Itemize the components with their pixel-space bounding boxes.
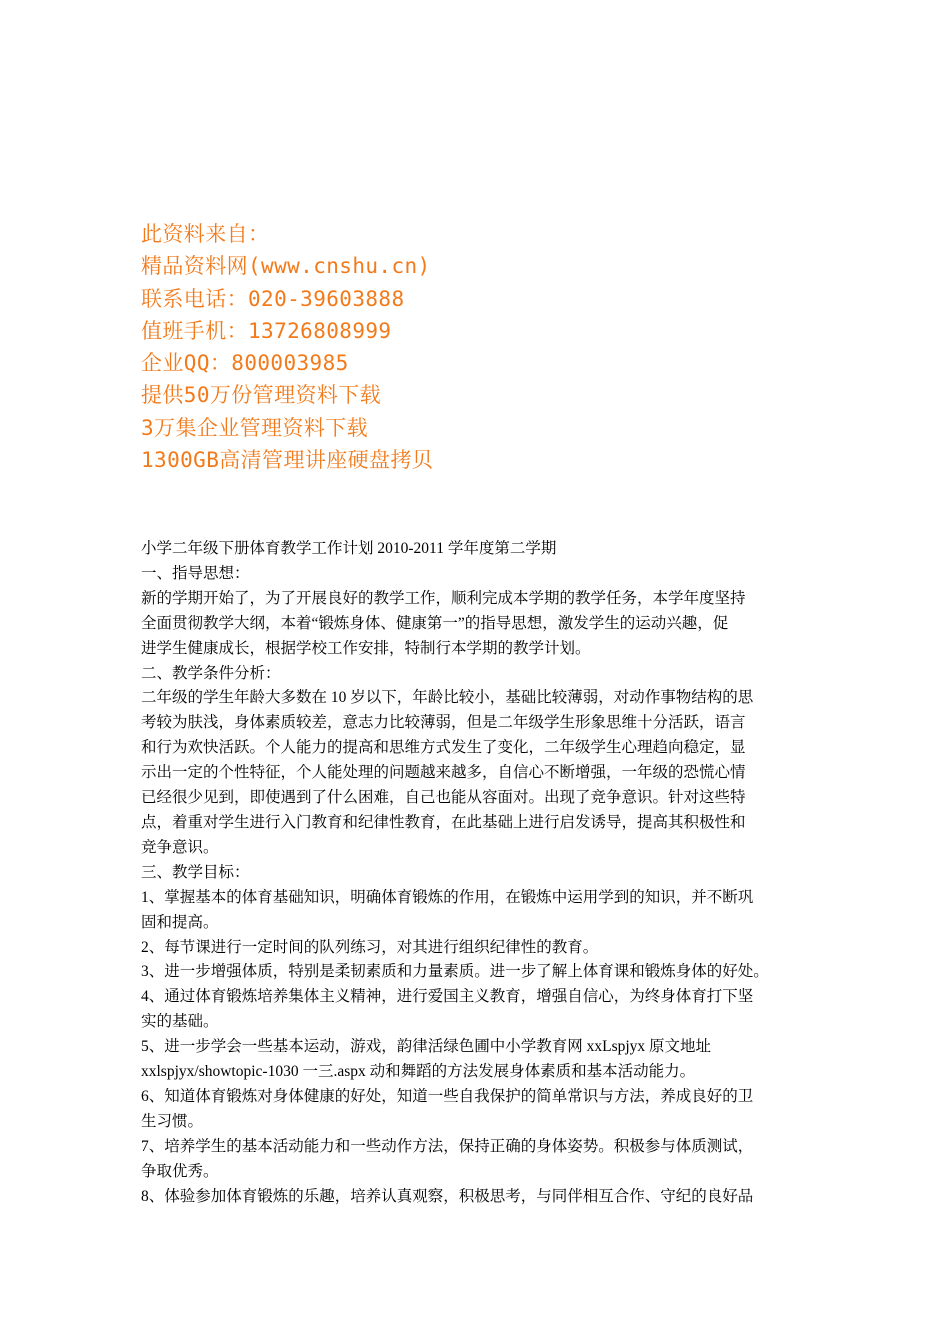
document-body — [141, 537, 813, 1209]
ad-qq-line: 企业QQ：800003985 — [141, 351, 349, 376]
paragraph-line: 全面贯彻教学大纲，本着“锻炼身体、健康第一”的指导思想，激发学生的运动兴趣，促 — [141, 614, 729, 632]
paragraph-line: 已经很少见到，即使遇到了什么困难，自己也能从容面对。出现了竞争意识。针对这些特 — [141, 789, 746, 807]
document-title: 小学二年级下册体育教学工作计划 2010-2011 学年度第二学期 — [141, 540, 557, 557]
ad-website-line: 精品资料网(www.cnshu.cn) — [141, 254, 431, 279]
ad-phone-line: 联系电话：020-39603888 — [141, 286, 405, 311]
goal-item-line: 7、培养学生的基本活动能力和一些动作方法，保持正确的身体姿势。积极参与体质测试， — [141, 1137, 754, 1155]
ad-offer-line: 提供50万份管理资料下载 — [141, 383, 382, 408]
paragraph-line: 新的学期开始了，为了开展良好的教学工作，顺利完成本学期的教学任务，本学年度坚持 — [141, 589, 746, 607]
ad-source-heading: 此资料来自： — [141, 222, 270, 246]
paragraph-line: 和行为欢快活跃。个人能力的提高和思维方式发生了变化，二年级学生心理趋向稳定，显 — [141, 739, 746, 757]
paragraph-line: 示出一定的个性特征，个人能处理的问题越来越多，自信心不断增强，一年级的恐慌心情 — [141, 764, 746, 782]
goal-item-line: 6、知道体育锻炼对身体健康的好处，知道一些自我保护的简单常识与方法，养成良好的卫 — [141, 1087, 754, 1105]
source-advertisement — [141, 218, 841, 476]
paragraph-line: 点，着重对学生进行入门教育和纪律性教育，在此基础上进行启发诱导，提高其积极性和 — [141, 813, 746, 831]
goal-item-line: 争取优秀。 — [141, 1162, 219, 1180]
paragraph-line: 竞争意识。 — [141, 838, 219, 856]
goal-item-line: 生习惯。 — [141, 1112, 204, 1130]
ad-mobile-line: 值班手机：13726808999 — [141, 318, 392, 343]
goal-item-line: xxlspjyx/showtopic-1030 一三.aspx 动和舞蹈的方法发展身体素质和基本活动能力。 — [141, 1063, 696, 1081]
paragraph-line: 二年级的学生年龄大多数在 10 岁以下，年龄比较小，基础比较薄弱，对动作事物结构的思 — [141, 689, 754, 707]
goal-item-line: 2、每节课进行一定时间的队列练习，对其进行组织纪律性的教育。 — [141, 938, 599, 956]
section-heading: 二、教学条件分析： — [141, 664, 281, 682]
section-heading: 三、教学目标： — [141, 863, 250, 881]
goal-item-line: 实的基础。 — [141, 1013, 219, 1031]
goal-item-line: 5、进一步学会一些基本运动，游戏，韵律活绿色圃中小学教育网 xxLspjyx 原文地址 — [141, 1038, 712, 1056]
paragraph-line: 进学生健康成长，根据学校工作安排，特制行本学期的教学计划。 — [141, 639, 591, 657]
section-heading: 一、指导思想： — [141, 564, 250, 582]
goal-item-line: 1、掌握基本的体育基础知识，明确体育锻炼的作用，在锻炼中运用学到的知识，并不断巩 — [141, 888, 754, 906]
goal-item-line: 3、进一步增强体质，特别是柔韧素质和力量素质。进一步了解上体育课和锻炼身体的好处。 — [141, 963, 769, 981]
goal-item-line: 8、体验参加体育锻炼的乐趣，培养认真观察，积极思考，与同伴相互合作、守纪的良好品 — [141, 1187, 754, 1205]
goal-item-line: 4、通过体育锻炼培养集体主义精神，进行爱国主义教育，增强自信心，为终身体育打下坚 — [141, 988, 754, 1006]
paragraph-line: 考较为肤浅，身体素质较差，意志力比较薄弱，但是二年级学生形象思维十分活跃，语言 — [141, 714, 746, 732]
ad-offer-line: 3万集企业管理资料下载 — [141, 415, 369, 440]
ad-offer-line: 1300GB高清管理讲座硬盘拷贝 — [141, 448, 434, 473]
goal-item-line: 固和提高。 — [141, 913, 219, 931]
